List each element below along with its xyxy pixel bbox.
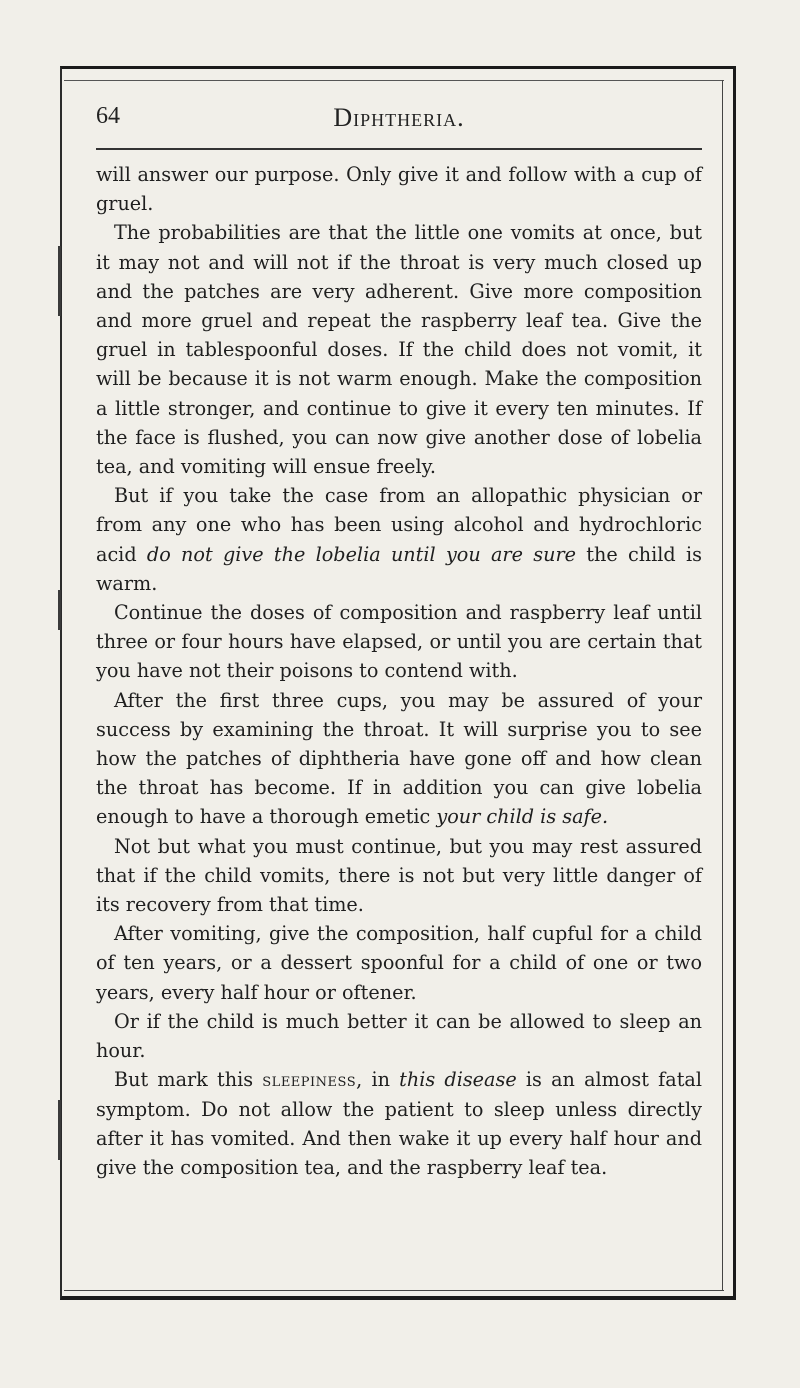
inner-rule-bottom [64, 1290, 724, 1291]
text-run: the child is warm. [96, 542, 702, 595]
running-title [96, 103, 702, 133]
header-rule [96, 148, 702, 150]
paragraph [96, 481, 702, 598]
running-header [96, 103, 702, 137]
text-run: The probabilities are that the little one vomits at once, but it may not and will not if the throat is very much closed up and the patches are very adherent. Give more composition and more gruel and repeat the raspberry leaf tea. Give the gruel in tablespoonful doses. If the child does not vomit, it will be because it is not warm enough. Make the composition a little stronger, and continue to give it every ten minutes. If the face is flushed, you can now give another dose of lobelia tea, and vomiting will ensue freely. [96, 221, 702, 479]
running-title-text: Diphtheria. [333, 103, 465, 132]
paragraph [96, 919, 702, 1007]
text-run: Continue the doses of composition and raspberry leaf until three or four hours have elapsed, or until you are certain that you have not their poisons to contend with. [96, 601, 702, 683]
text-run: But mark this [114, 1068, 263, 1092]
paragraph [96, 218, 702, 481]
italic-text-run: your child is safe. [436, 805, 609, 829]
paragraph [96, 1007, 702, 1065]
paragraph [96, 1065, 702, 1182]
text-run: , in [356, 1068, 400, 1092]
text-run: After the first three cups, you may be assured of your success by examining the throat. It will surprise you to see how the patches of diphtheria have gone off and how clean the throat has become. If in addition you can give lobelia enough to have a thorough emetic [96, 688, 702, 829]
page-number: 64 [96, 103, 120, 129]
paragraph [96, 832, 702, 920]
paragraph [96, 686, 702, 832]
smallcaps-text-run: sleepiness [262, 1068, 357, 1092]
left-margin-mark [58, 1100, 61, 1160]
paragraph [96, 598, 702, 686]
left-margin-mark [58, 246, 61, 316]
inner-rule-top [64, 80, 724, 81]
left-margin-mark [58, 590, 61, 630]
text-run: is an almost fatal symptom. Do not allow the patient to sleep unless directly after it has vomited. And then wake it up every half hour and give the composition tea, and the raspberry leaf tea. [96, 1068, 703, 1179]
text-run: But if you take the case from an allopathic physician or from any one who has been using alcohol and hydrochloric acid [96, 484, 702, 566]
text-run: will answer our purpose. Only give it and follow with a cup of gruel. [96, 163, 702, 216]
italic-text-run: this disease [399, 1068, 517, 1092]
text-run: After vomiting, give the composition, half cupful for a child of ten years, or a dessert spoonful for a child of one or two years, every half hour or oftener. [96, 922, 702, 1004]
text-run: Not but what you must continue, but you may rest assured that if the child vomits, there is not but very little danger of its recovery from that time. [96, 834, 702, 917]
italic-text-run: do not give the lobelia until you are sure [146, 542, 576, 566]
inner-rule-right [722, 80, 723, 1290]
text-run: Or if the child is much better it can be allowed to sleep an hour. [96, 1009, 702, 1063]
paragraph [96, 160, 702, 218]
body-text [96, 160, 702, 1182]
